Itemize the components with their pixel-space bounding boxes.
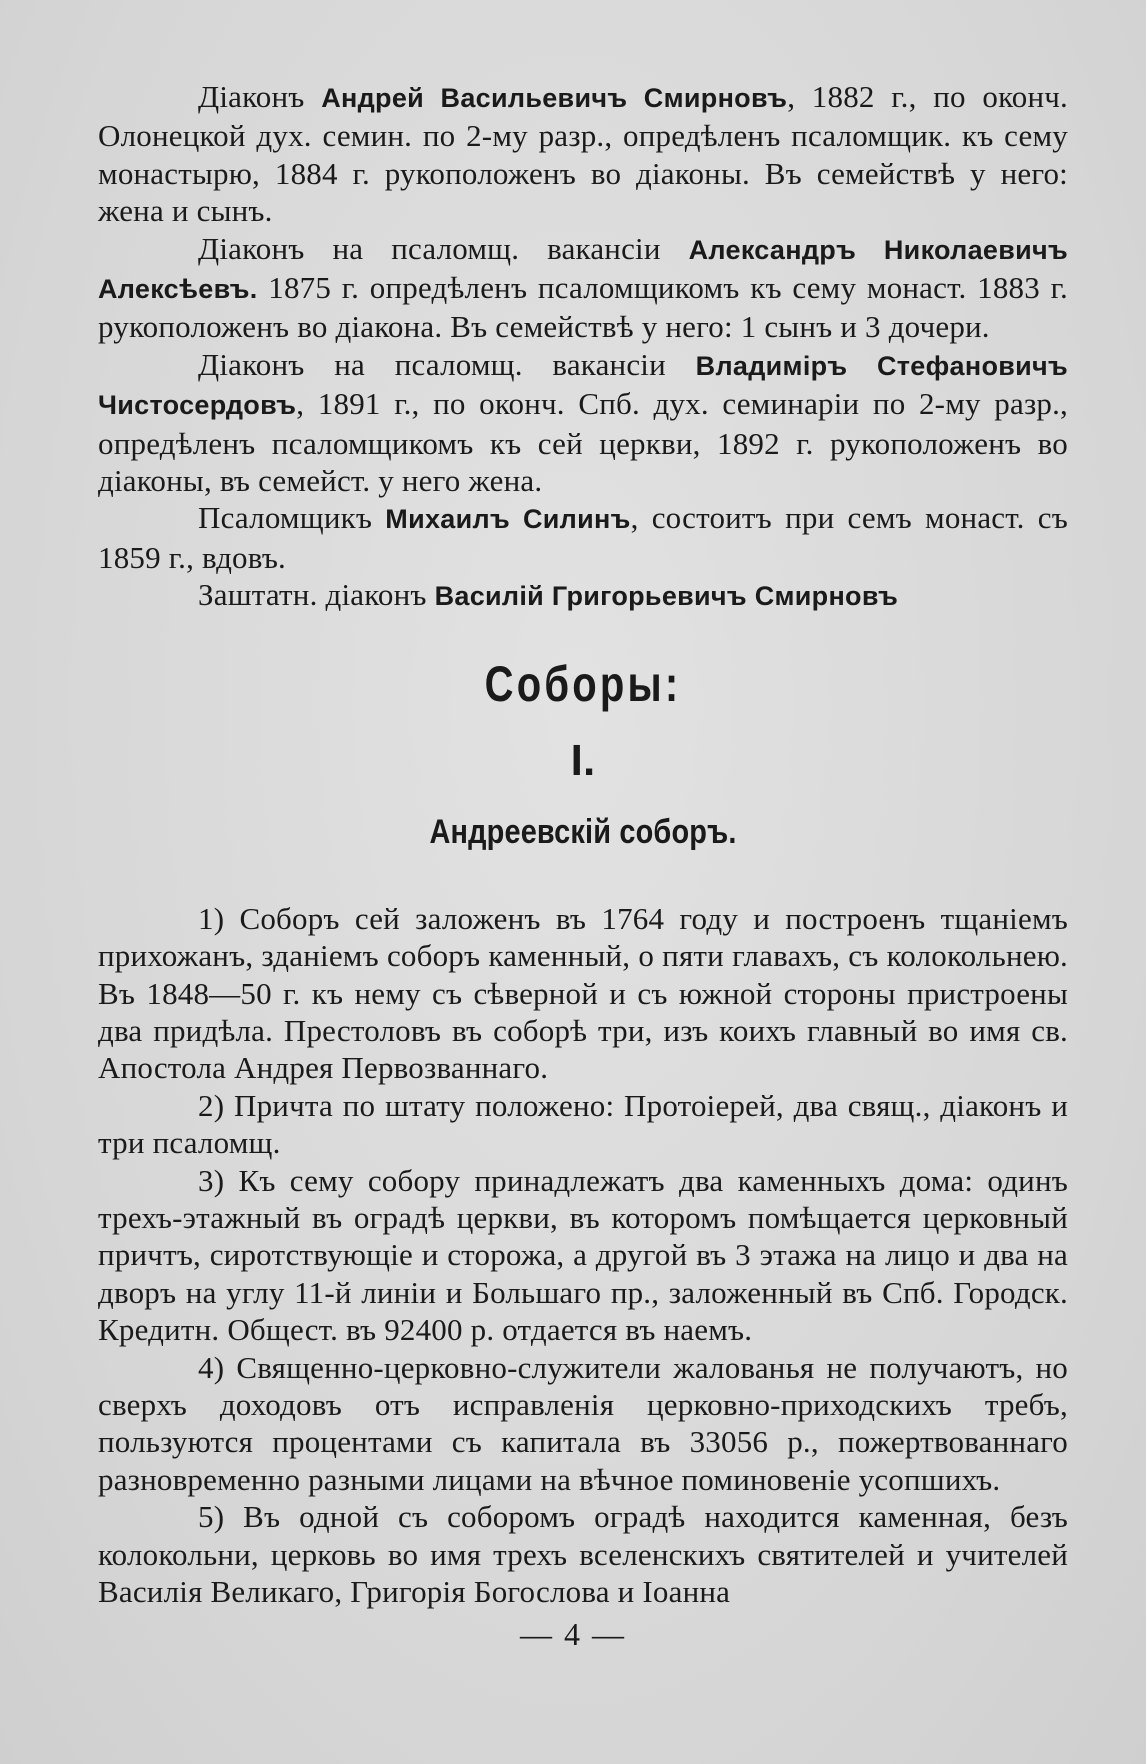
numbered-paragraph: 2) Причта по штату положено: Протоіерей, два свящ., діаконъ и три псаломщ. <box>98 1087 1068 1161</box>
person-name: Андрей Васильевичъ Смирновъ <box>321 83 788 113</box>
numbered-paragraph: 3) Къ сему собору принадлежатъ два каменныхъ дома: одинъ трехъ-этажный въ оградѣ церкви, въ которомъ помѣщается церковный причтъ, сиротствующіе и сторожа, а другой въ 3 этажа на лицо и два на дворъ на углу 11-й линіи и Большаго пр., заложенный въ Спб. Городск. Кредитн. Общест. въ 92400 р. отдается въ наемъ. <box>98 1162 1068 1348</box>
person-name: Михаилъ Силинъ <box>385 504 631 535</box>
person-name: Александръ Николаевичъ Алексѣевъ. <box>98 234 1068 305</box>
section-title: Соборы: <box>484 655 682 712</box>
numbered-paragraph: 1) Соборъ сей заложенъ въ 1764 году и построенъ тщаніемъ прихожанъ, зданіемъ соборъ каменный, о пяти главахъ, съ колокольнею. Въ 1848—50 г. къ нему съ сѣверной и съ южной стороны пристроены два придѣла. Престоловъ въ соборѣ три, изъ коихъ главный во имя св. Апостола Андрея Первозваннаго. <box>98 900 1068 1086</box>
page-number: — 4 — <box>520 1616 626 1652</box>
clergy-entry: Діаконъ Андрей Васильевичъ Смирновъ, 1882 г., по оконч. Олонецкой дух. семин. по 2-му разр., опредѣленъ псаломщик. къ сему монастырю, 1884 г. рукоположенъ во діаконы. Въ семействѣ у него: жена и сынъ. <box>98 79 1068 229</box>
clergy-entry: Псаломщикъ Михаилъ Силинъ, состоитъ при семъ монаст. съ 1859 г., вдовъ. <box>98 500 1068 575</box>
cathedral-title: Андреевскій соборъ. <box>429 812 737 851</box>
numbered-paragraph: 5) Въ одной съ соборомъ оградѣ находится каменная, безъ колокольни, церковь во имя трехъ вселенскихъ святителей и учителей Василія Великаго, Григорія Богослова и Іоанна <box>98 1499 1068 1609</box>
person-name: Владиміръ Стефановичъ Чистосердовъ <box>98 350 1069 421</box>
roman-numeral: I. <box>570 735 596 785</box>
numbered-paragraph: 4) Священно-церковно-служители жалованья не получаютъ, но сверхъ доходовъ отъ исправленія церковно-приходскихъ требъ, пользуются процентами съ капитала въ 33056 р., пожертвованнаго разновременно разными лицами на вѣчное поминовеніе усопшихъ. <box>98 1349 1068 1497</box>
clergy-entry: Діаконъ на псаломщ. вакансіи Александръ Николаевичъ Алексѣевъ. 1875 г. опредѣленъ псаломщикомъ къ сему монаст. 1883 г. рукоположенъ во діакона. Въ семействѣ у него: 1 сынъ и 3 дочери. <box>98 230 1068 345</box>
clergy-entry: Заштатн. діаконъ Василій Григорьевичъ Смирновъ <box>198 577 899 613</box>
person-name: Василій Григорьевичъ Смирновъ <box>434 581 899 612</box>
clergy-entry: Діаконъ на псаломщ. вакансіи Владиміръ Стефановичъ Чистосердовъ, 1891 г., по оконч. Спб. дух. семинаріи по 2-му разр., опредѣленъ псаломщикомъ къ сей церкви, 1892 г. рукоположенъ во діаконы, въ семейст. у него жена. <box>98 346 1069 499</box>
page-content <box>98 78 1068 1610</box>
